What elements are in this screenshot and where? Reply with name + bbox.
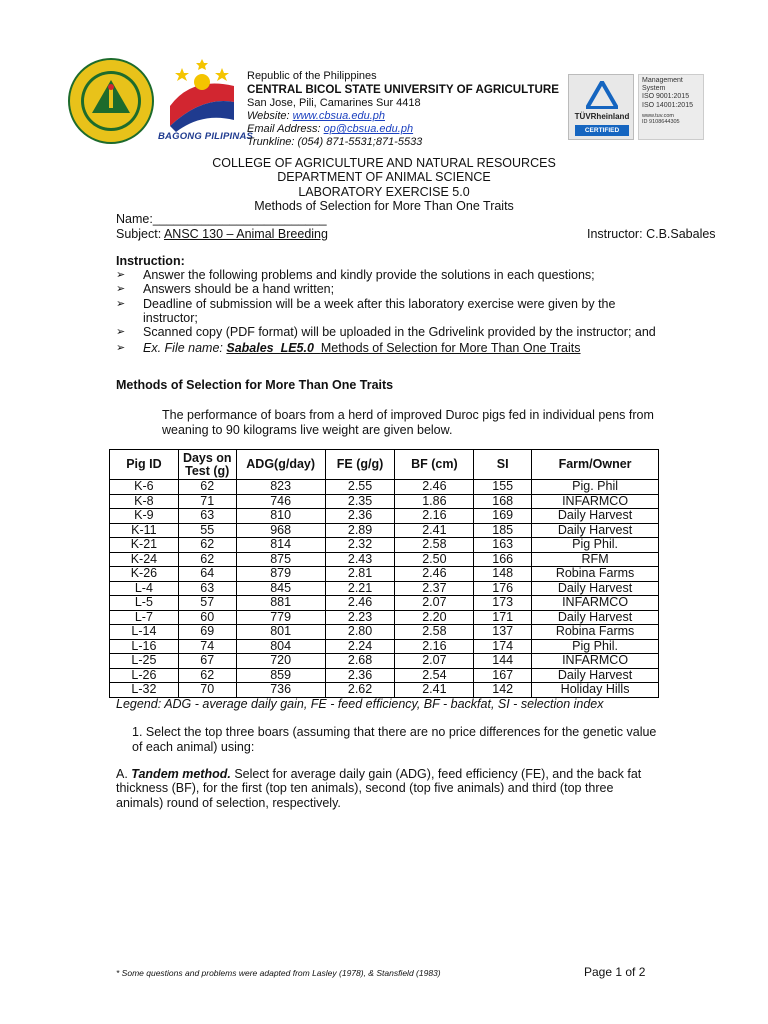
table-cell: 2.55 bbox=[325, 480, 395, 495]
table-cell: L-4 bbox=[110, 581, 179, 596]
table-cell: 879 bbox=[236, 567, 325, 582]
list-item: ➢ Answers should be a hand written; bbox=[116, 282, 335, 297]
table-cell: 74 bbox=[178, 639, 236, 654]
table-cell: 55 bbox=[178, 523, 236, 538]
university-seal-logo bbox=[68, 58, 154, 144]
table-cell: 859 bbox=[236, 668, 325, 683]
table-cell: 804 bbox=[236, 639, 325, 654]
table-cell: 2.89 bbox=[325, 523, 395, 538]
list-item: ➢ Scanned copy (PDF format) will be uploaded in the Gdrivelink provided by the instructor; and bbox=[116, 325, 656, 340]
section-heading: Methods of Selection for More Than One Traits bbox=[116, 378, 394, 392]
table-row bbox=[110, 538, 659, 553]
table-cell: 779 bbox=[236, 610, 325, 625]
table-cell: 2.62 bbox=[325, 683, 395, 698]
table-cell: 171 bbox=[474, 610, 532, 625]
subject-line bbox=[116, 227, 328, 241]
name-blank: _________________________ bbox=[152, 212, 327, 226]
table-cell: 2.36 bbox=[325, 509, 395, 524]
instruction-heading: Instruction: bbox=[116, 254, 185, 268]
table-row bbox=[110, 480, 659, 495]
table-cell: L-5 bbox=[110, 596, 179, 611]
table-cell: L-32 bbox=[110, 683, 179, 698]
address-line: San Jose, Pili, Camarines Sur 4418 bbox=[247, 96, 421, 109]
table-row bbox=[110, 625, 659, 640]
column-header: Pig ID bbox=[110, 450, 179, 480]
university-info bbox=[247, 70, 559, 150]
table-cell: 2.68 bbox=[325, 654, 395, 669]
table-cell: Daily Harvest bbox=[532, 610, 659, 625]
table-cell: 169 bbox=[474, 509, 532, 524]
department-title: DEPARTMENT OF ANIMAL SCIENCE bbox=[277, 170, 491, 185]
table-cell: Pig Phil. bbox=[532, 538, 659, 553]
arrow-bullet-icon: ➢ bbox=[116, 342, 126, 355]
table-cell: RFM bbox=[532, 552, 659, 567]
table-cell: 2.43 bbox=[325, 552, 395, 567]
cert-line: www.tuv.com bbox=[642, 112, 674, 119]
tuv-info bbox=[638, 74, 704, 140]
column-header: ADG(g/day) bbox=[236, 450, 325, 480]
table-cell: 2.32 bbox=[325, 538, 395, 553]
table-cell: Pig Phil. bbox=[532, 639, 659, 654]
table-cell: INFARMCO bbox=[532, 494, 659, 509]
university-name: CENTRAL BICOL STATE UNIVERSITY OF AGRICULTURE bbox=[247, 83, 559, 97]
document-titles bbox=[0, 156, 768, 213]
email-link[interactable]: op@cbsua.edu.ph bbox=[323, 123, 414, 136]
table-row bbox=[110, 683, 659, 698]
table-cell: 62 bbox=[178, 552, 236, 567]
question-a bbox=[116, 767, 656, 810]
table-cell: 137 bbox=[474, 625, 532, 640]
table-cell: 2.58 bbox=[395, 538, 474, 553]
cert-line: ISO 14001:2015 bbox=[642, 101, 693, 109]
table-cell: 2.16 bbox=[395, 639, 474, 654]
table-row bbox=[110, 523, 659, 538]
table-cell: K-9 bbox=[110, 509, 179, 524]
intro-paragraph bbox=[116, 408, 656, 437]
table-cell: K-24 bbox=[110, 552, 179, 567]
table-cell: 148 bbox=[474, 567, 532, 582]
table-cell: 2.81 bbox=[325, 567, 395, 582]
boar-performance-table bbox=[109, 449, 659, 698]
table-cell: L-25 bbox=[110, 654, 179, 669]
bagong-pilipinas-label: BAGONG PILIPINAS bbox=[158, 131, 254, 142]
table-cell: 746 bbox=[236, 494, 325, 509]
table-cell: 176 bbox=[474, 581, 532, 596]
table-cell: 845 bbox=[236, 581, 325, 596]
table-cell: 2.24 bbox=[325, 639, 395, 654]
table-cell: INFARMCO bbox=[532, 654, 659, 669]
cert-line: Management bbox=[642, 77, 683, 84]
list-item: ➢ Deadline of submission will be a week after this laboratory exercise were given by the instructor; bbox=[116, 296, 616, 325]
table-cell: Daily Harvest bbox=[532, 668, 659, 683]
table-cell: 2.46 bbox=[395, 567, 474, 582]
table-cell: 60 bbox=[178, 610, 236, 625]
website-line: Website: www.cbsua.edu.ph bbox=[247, 109, 385, 122]
country-line: Republic of the Philippines bbox=[247, 70, 377, 82]
table-cell: 968 bbox=[236, 523, 325, 538]
table-cell: 70 bbox=[178, 683, 236, 698]
table-cell: L-7 bbox=[110, 610, 179, 625]
table-cell: 810 bbox=[236, 509, 325, 524]
table-cell: 163 bbox=[474, 538, 532, 553]
table-cell: 63 bbox=[178, 581, 236, 596]
column-header: Farm/Owner bbox=[532, 450, 659, 480]
table-cell: 62 bbox=[178, 538, 236, 553]
website-link[interactable]: www.cbsua.edu.ph bbox=[292, 109, 385, 122]
subject-value: ANSC 130 – Animal Breeding bbox=[163, 227, 328, 241]
arrow-bullet-icon: ➢ bbox=[116, 326, 126, 339]
table-row bbox=[110, 596, 659, 611]
table-cell: 168 bbox=[474, 494, 532, 509]
table-cell: K-11 bbox=[110, 523, 179, 538]
table-cell: Robina Farms bbox=[532, 567, 659, 582]
table-cell: 71 bbox=[178, 494, 236, 509]
table-cell: L-14 bbox=[110, 625, 179, 640]
table-cell: 67 bbox=[178, 654, 236, 669]
table-cell: 814 bbox=[236, 538, 325, 553]
table-row bbox=[110, 509, 659, 524]
table-cell: K-8 bbox=[110, 494, 179, 509]
method-name: Tandem method. bbox=[131, 767, 231, 781]
table-cell: Daily Harvest bbox=[532, 509, 659, 524]
table-row bbox=[110, 494, 659, 509]
cert-line: ISO 9001:2015 bbox=[642, 93, 690, 101]
list-item: ➢ Ex. File name: Sabales_LE5.0_Methods of Selection for More Than One Traits bbox=[116, 341, 581, 356]
table-cell: 64 bbox=[178, 567, 236, 582]
instructor-label: Instructor: bbox=[587, 227, 643, 241]
table-cell: 2.46 bbox=[395, 480, 474, 495]
tuv-logo bbox=[568, 74, 634, 140]
column-header: BF (cm) bbox=[395, 450, 474, 480]
table-cell: K-6 bbox=[110, 480, 179, 495]
list-item: ➢ Answer the following problems and kindly provide the solutions in each questions; bbox=[116, 268, 595, 282]
table-cell: 173 bbox=[474, 596, 532, 611]
table-cell: 2.23 bbox=[325, 610, 395, 625]
letterhead bbox=[0, 0, 768, 150]
table-cell: 2.07 bbox=[395, 596, 474, 611]
name-field[interactable] bbox=[116, 212, 327, 226]
subject-label: Subject: bbox=[116, 227, 162, 241]
table-cell: 2.16 bbox=[395, 509, 474, 524]
table-cell: INFARMCO bbox=[532, 596, 659, 611]
table-row bbox=[110, 668, 659, 683]
tuv-brand: TÜVRheinland bbox=[574, 112, 630, 121]
table-cell: 2.41 bbox=[395, 683, 474, 698]
table-cell: 2.07 bbox=[395, 654, 474, 669]
cert-line: System bbox=[642, 85, 666, 93]
table-row bbox=[110, 639, 659, 654]
table-cell: 2.46 bbox=[325, 596, 395, 611]
table-header bbox=[110, 450, 659, 480]
table-cell: Robina Farms bbox=[532, 625, 659, 640]
table-cell: K-21 bbox=[110, 538, 179, 553]
table-cell: 57 bbox=[178, 596, 236, 611]
table-cell: 2.37 bbox=[395, 581, 474, 596]
question-a-text: Select for average daily gain (ADG), feed efficiency (FE), and the back fat thickness (BF), for the first (top ten animals), second (top five animals) and third (top three animals) round of selection, respectively. bbox=[116, 767, 642, 810]
table-cell: 144 bbox=[474, 654, 532, 669]
table-cell: 185 bbox=[474, 523, 532, 538]
table-cell: 63 bbox=[178, 509, 236, 524]
footnote: * Some questions and problems were adapted from Lasley (1978), & Stansfield (1983) bbox=[116, 968, 441, 978]
arrow-bullet-icon: ➢ bbox=[116, 269, 126, 281]
table-cell: 2.58 bbox=[395, 625, 474, 640]
trunkline: Trunkline: (054) 871-5531;871-5533 bbox=[247, 136, 423, 149]
table-cell: 2.80 bbox=[325, 625, 395, 640]
column-header: Days on Test (g) bbox=[178, 450, 236, 480]
page-number: Page 1 of 2 bbox=[584, 965, 646, 979]
table-row bbox=[110, 581, 659, 596]
instruction-list bbox=[116, 268, 656, 356]
table-cell: 167 bbox=[474, 668, 532, 683]
question-a-label: A. bbox=[116, 767, 128, 781]
table-cell: 155 bbox=[474, 480, 532, 495]
table-cell: 2.21 bbox=[325, 581, 395, 596]
college-title: COLLEGE OF AGRICULTURE AND NATURAL RESOURCES bbox=[212, 156, 556, 170]
table-row bbox=[110, 610, 659, 625]
arrow-bullet-icon: ➢ bbox=[116, 283, 126, 296]
table-cell: 69 bbox=[178, 625, 236, 640]
table-row bbox=[110, 567, 659, 582]
table-legend: Legend: ADG - average daily gain, FE - feed efficiency, BF - backfat, SI - selection index bbox=[116, 697, 604, 711]
column-header: FE (g/g) bbox=[325, 450, 395, 480]
table-cell: 2.50 bbox=[395, 552, 474, 567]
tuv-triangle-icon bbox=[586, 81, 618, 109]
tuv-certified-label: CERTIFIED bbox=[575, 125, 629, 136]
name-label: Name: bbox=[116, 212, 153, 226]
table-row bbox=[110, 654, 659, 669]
question-1 bbox=[70, 725, 670, 754]
table-cell: Pig. Phil bbox=[532, 480, 659, 495]
table-cell: 174 bbox=[474, 639, 532, 654]
table-cell: 875 bbox=[236, 552, 325, 567]
table-cell: 2.36 bbox=[325, 668, 395, 683]
table-cell: 720 bbox=[236, 654, 325, 669]
table-row bbox=[110, 552, 659, 567]
topic-title: Methods of Selection for More Than One Traits bbox=[254, 198, 514, 213]
table-cell: 881 bbox=[236, 596, 325, 611]
table-cell: 142 bbox=[474, 683, 532, 698]
table-cell: Daily Harvest bbox=[532, 581, 659, 596]
table-cell: 1.86 bbox=[395, 494, 474, 509]
table-cell: Daily Harvest bbox=[532, 523, 659, 538]
table-cell: L-16 bbox=[110, 639, 179, 654]
intro-text: The performance of boars from a herd of improved Duroc pigs fed in individual pens from weaning to 90 kilograms live weight are given below. bbox=[162, 408, 654, 437]
table-cell: 62 bbox=[178, 480, 236, 495]
table-cell: 166 bbox=[474, 552, 532, 567]
table-cell: 2.41 bbox=[395, 523, 474, 538]
instructor-line bbox=[587, 227, 716, 241]
exercise-title: LABORATORY EXERCISE 5.0 bbox=[298, 184, 470, 199]
table-cell: 2.35 bbox=[325, 494, 395, 509]
column-header: SI bbox=[474, 450, 532, 480]
email-line: Email Address: op@cbsua.edu.ph bbox=[247, 123, 414, 136]
table-cell: Holiday Hills bbox=[532, 683, 659, 698]
table-cell: 823 bbox=[236, 480, 325, 495]
table-cell: K-26 bbox=[110, 567, 179, 582]
table-cell: 2.20 bbox=[395, 610, 474, 625]
table-cell: 801 bbox=[236, 625, 325, 640]
instructor-value: C.B.Sabales bbox=[646, 227, 716, 241]
table-cell: 736 bbox=[236, 683, 325, 698]
tuv-certification-badge bbox=[568, 74, 704, 140]
table-cell: 2.54 bbox=[395, 668, 474, 683]
cert-line: ID 9108644305 bbox=[642, 119, 680, 126]
table-cell: L-26 bbox=[110, 668, 179, 683]
table-cell: 62 bbox=[178, 668, 236, 683]
question-1-text: 1. Select the top three boars (assuming that there are no price differences for the genetic value of each animal) using: bbox=[132, 725, 657, 754]
table-body bbox=[110, 480, 659, 698]
arrow-bullet-icon: ➢ bbox=[116, 297, 126, 310]
